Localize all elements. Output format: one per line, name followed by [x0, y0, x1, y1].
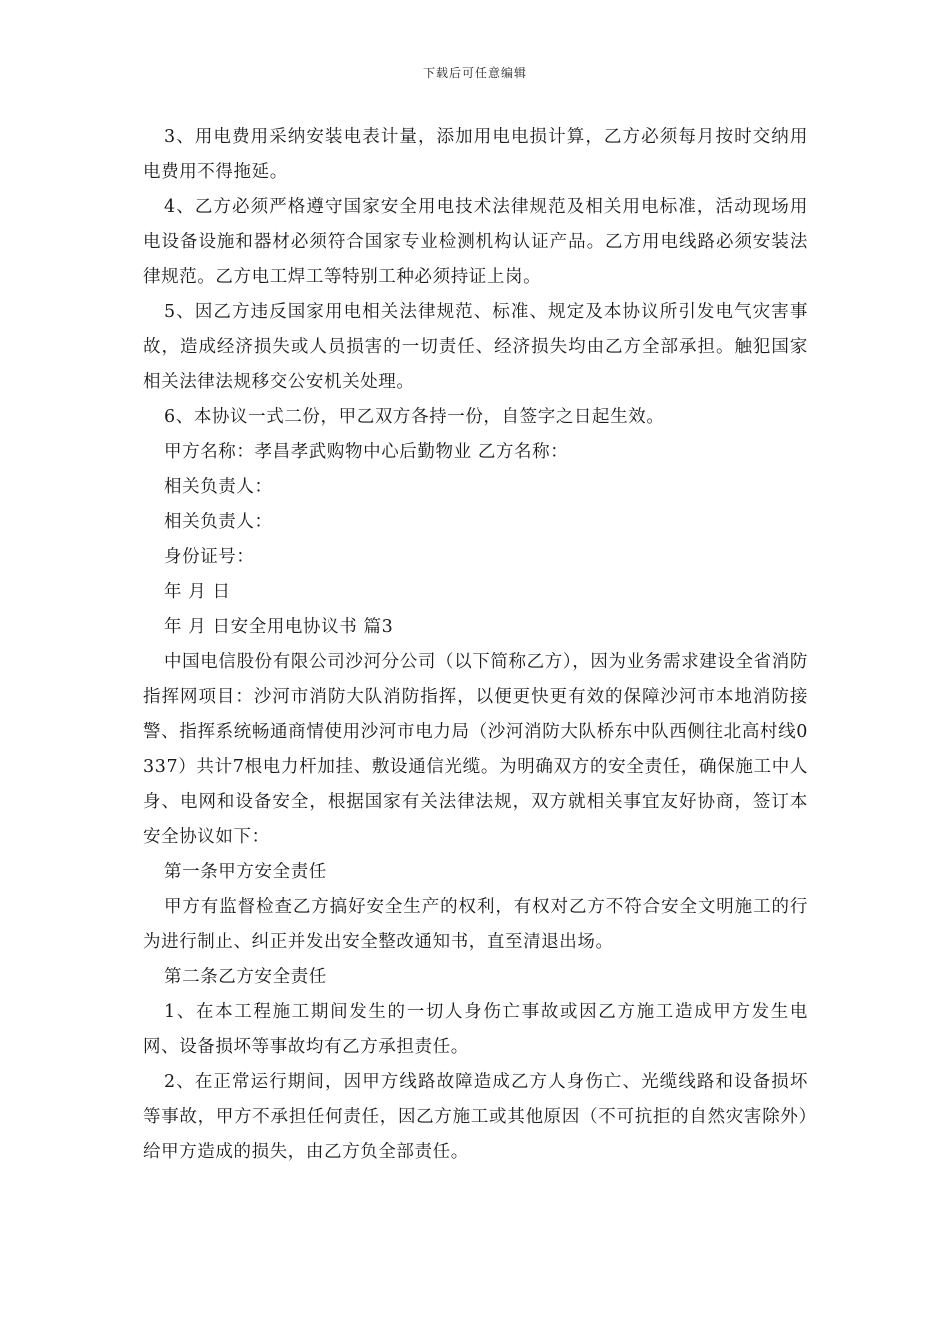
document-body [143, 120, 808, 1170]
intro-paragraph: 中国电信股份有限公司沙河分公司（以下简称乙方），因为业务需求建设全省消防指挥网项目：沙河市消防大队消防指挥，以便更快更有效的保障沙河市本地消防接警、指挥系统畅通商情使用沙河市电力局（沙河消防大队桥东中队西侧往北高村线0337）共计7根电力杆加挂、敷设通信光缆。为明确双方的安全责任，确保施工中人身、电网和设备安全，根据国家有关法律法规，双方就相关事宜友好协商，签订本安全协议如下： [143, 652, 808, 847]
article-2-item-1: 1、在本工程施工期间发生的一切人身伤亡事故或因乙方施工造成甲方发生电网、设备损坏等事故均有乙方承担责任。 [143, 1002, 808, 1057]
page-header: 下载后可任意编辑 [422, 66, 527, 80]
party-names-line: 甲方名称：孝昌孝武购物中心后勤物业 乙方名称： [164, 442, 569, 462]
article-2-heading: 第二条乙方安全责任 [164, 967, 327, 987]
clause-4-paragraph: 4、乙方必须严格遵守国家安全用电技术法律规范及相关用电标准，活动现场用电设备设施和器材必须符合国家专业检测机构认证产品。乙方用电线路必须安装法律规范。乙方电工焊工等特别工种必须持证上岗。 [143, 197, 808, 287]
responsible-person-line: 相关负责人： [164, 512, 273, 532]
clause-3-paragraph: 3、用电费用采纳安装电表计量，添加用电电损计算，乙方必须每月按时交纳用电费用不得拖延。 [143, 127, 808, 182]
article-2-item-2: 2、在正常运行期间，因甲方线路故障造成乙方人身伤亡、光缆线路和设备损坏等事故，甲方不承担任何责任，因乙方施工或其他原因（不可抗拒的自然灾害除外）给甲方造成的损失，由乙方负全部责任。 [143, 1072, 808, 1162]
clause-6-paragraph: 6、本协议一式二份，甲乙双方各持一份，自签字之日起生效。 [164, 407, 665, 427]
responsible-person-line: 相关负责人： [164, 477, 273, 497]
article-1-paragraph: 甲方有监督检查乙方搞好安全生产的权利，有权对乙方不符合安全文明施工的行为进行制止、纠正并发出安全整改通知书，直至清退出场。 [143, 897, 808, 952]
date-line: 年 月 日 [164, 582, 231, 602]
id-number-line: 身份证号： [164, 547, 255, 567]
article-1-heading: 第一条甲方安全责任 [164, 862, 327, 882]
section-title-line: 年 月 日安全用电协议书 篇3 [164, 617, 394, 637]
clause-5-paragraph: 5、因乙方违反国家用电相关法律规范、标准、规定及本协议所引发电气灾害事故，造成经济损失或人员损害的一切责任、经济损失均由乙方全部承担。触犯国家相关法律法规移交公安机关处理。 [143, 302, 808, 392]
